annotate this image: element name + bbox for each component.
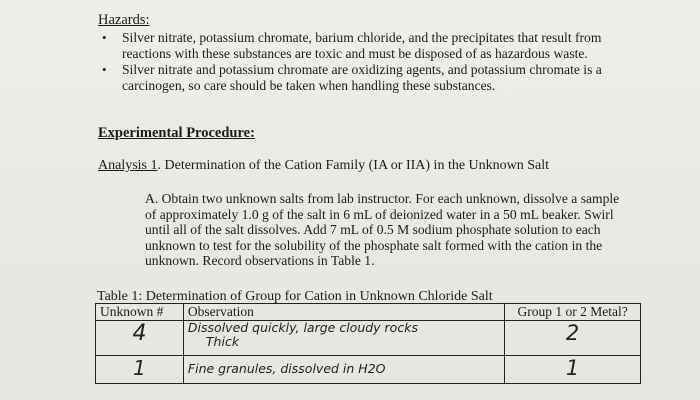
observation-line: Dissolved quickly, large cloudy rocks	[187, 320, 418, 335]
procedure-title: Experimental Procedure:	[98, 125, 255, 141]
column-header: Observation	[183, 304, 504, 321]
hazards-heading: Hazards:	[98, 12, 150, 28]
hazards-list	[98, 30, 638, 94]
bullet-icon: •	[102, 30, 107, 45]
table-row	[96, 321, 641, 356]
observation-table	[95, 303, 641, 384]
group-cell: 1	[505, 356, 641, 384]
hazard-text: Silver nitrate and potassium chromate are oxidizing agents, and potassium chromate is a carcinogen, so care should be taken when handling these substances.	[122, 62, 602, 93]
hazard-item	[98, 30, 638, 61]
observation-line: Fine granules, dissolved in H2O	[187, 361, 386, 376]
column-header: Unknown #	[96, 304, 184, 321]
analysis-heading	[98, 158, 549, 174]
group-cell: 2	[505, 321, 641, 356]
step-a-paragraph: A. Obtain two unknown salts from lab instructor. For each unknown, dissolve a sample of approximately 1.0 g of the salt in 6 mL of deionized water in a 50 mL beaker. Swirl until all of the salt dissolves. Add 7 mL of 0.5 M sodium phosphate solution to each unknown to test for the solubility of the phosphate salt formed with the cation in the unknown. Record observations in Table 1.	[145, 191, 620, 268]
observation-line: Thick	[205, 334, 240, 349]
hazard-text: Silver nitrate, potassium chromate, barium chloride, and the precipitates that result from reactions with these substances are toxic and must be disposed of as hazardous waste.	[122, 30, 602, 61]
unknown-number-cell: 4	[96, 321, 184, 356]
unknown-number-cell: 1	[96, 356, 184, 384]
hazard-item	[98, 62, 638, 93]
analysis-label: Analysis 1	[98, 158, 158, 173]
analysis-text: . Determination of the Cation Family (IA or IIA) in the Unknown Salt	[157, 158, 550, 173]
column-header: Group 1 or 2 Metal?	[505, 304, 641, 321]
bullet-icon: •	[102, 62, 107, 77]
table-row	[96, 356, 641, 384]
table-header-row	[96, 304, 641, 321]
observation-cell	[183, 321, 504, 356]
observation-cell	[183, 356, 504, 384]
table-caption: Table 1: Determination of Group for Cation in Unknown Chloride Salt	[97, 289, 493, 304]
